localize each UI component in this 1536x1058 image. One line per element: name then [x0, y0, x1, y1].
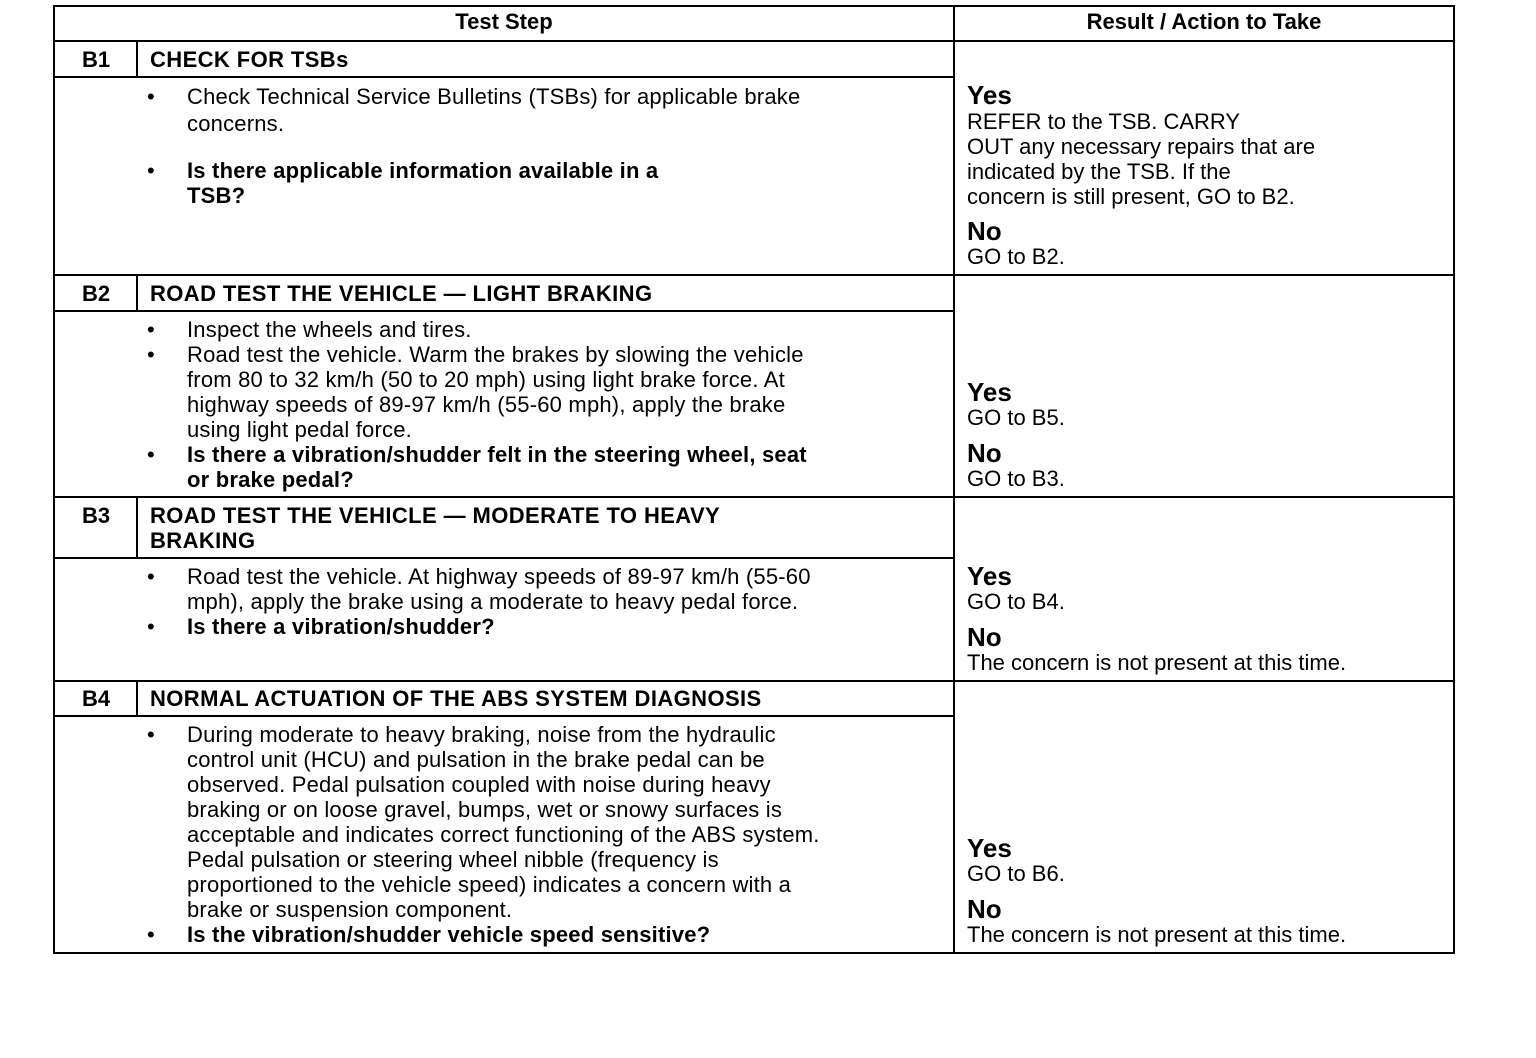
step-text: concerns. [187, 111, 285, 136]
step-title: ROAD TEST THE VEHICLE — MODERATE TO HEAVY [150, 503, 721, 528]
bullet-marker: • [147, 922, 155, 947]
id-divider [136, 274, 138, 311]
bullet-marker: • [147, 158, 155, 183]
step-text: from 80 to 32 km/h (50 to 20 mph) using light brake force. At [187, 367, 785, 392]
no-action: The concern is not present at this time. [967, 922, 1347, 947]
step-text: Inspect the wheels and tires. [187, 317, 472, 342]
step-text: acceptable and indicates correct functioning of the ABS system. [187, 822, 820, 847]
id-divider [136, 496, 138, 558]
title-divider [53, 557, 954, 559]
step-question: TSB? [187, 183, 246, 208]
step-text: proportioned to the vehicle speed) indicates a concern with a [187, 872, 792, 897]
bullet-marker: • [147, 614, 155, 639]
title-divider [53, 76, 954, 78]
step-id: B3 [81, 503, 111, 528]
bullet-marker: • [147, 564, 155, 589]
column-divider [953, 5, 955, 954]
no-label: No [967, 894, 1002, 924]
yes-label: Yes [967, 561, 1012, 591]
header-test-step: Test Step [455, 9, 553, 34]
yes-action: OUT any necessary repairs that are [967, 134, 1316, 159]
step-text: Pedal pulsation or steering wheel nibble (frequency is [187, 847, 719, 872]
step-title: CHECK FOR TSBs [150, 47, 349, 72]
yes-action: concern is still present, GO to B2. [967, 184, 1295, 209]
step-id: B2 [81, 281, 111, 306]
step-text: using light pedal force. [187, 417, 412, 442]
step-text: control unit (HCU) and pulsation in the brake pedal can be [187, 747, 765, 772]
step-text: Road test the vehicle. At highway speeds of 89-97 km/h (55-60 [187, 564, 811, 589]
step-id: B4 [81, 686, 111, 711]
step-text: Road test the vehicle. Warm the brakes by slowing the vehicle [187, 342, 804, 367]
step-question: Is there a vibration/shudder? [187, 614, 495, 639]
step-text: highway speeds of 89-97 km/h (55-60 mph), apply the brake [187, 392, 786, 417]
id-divider [136, 680, 138, 716]
step-text: brake or suspension component. [187, 897, 513, 922]
no-label: No [967, 622, 1002, 652]
no-action: The concern is not present at this time. [967, 650, 1347, 675]
title-divider [53, 310, 954, 312]
yes-action: GO to B5. [967, 405, 1065, 430]
step-title: ROAD TEST THE VEHICLE — LIGHT BRAKING [150, 281, 653, 306]
yes-label: Yes [967, 80, 1012, 110]
step-text: During moderate to heavy braking, noise from the hydraulic [187, 722, 776, 747]
step-divider [53, 274, 1455, 276]
step-title: NORMAL ACTUATION OF THE ABS SYSTEM DIAGNOSIS [150, 686, 762, 711]
header-result-action: Result / Action to Take [1086, 9, 1322, 34]
step-text: braking or on loose gravel, bumps, wet or snowy surfaces is [187, 797, 783, 822]
bullet-marker: • [147, 84, 155, 109]
step-question: Is the vibration/shudder vehicle speed sensitive? [187, 922, 711, 947]
yes-action: GO to B6. [967, 861, 1065, 886]
step-question: Is there a vibration/shudder felt in the steering wheel, seat [187, 442, 807, 467]
step-title: BRAKING [150, 528, 256, 553]
step-text: mph), apply the brake using a moderate to heavy pedal force. [187, 589, 799, 614]
yes-label: Yes [967, 377, 1012, 407]
yes-action: indicated by the TSB. If the [967, 159, 1231, 184]
step-text: Check Technical Service Bulletins (TSBs) for applicable brake [187, 84, 801, 109]
bullet-marker: • [147, 722, 155, 747]
bullet-marker: • [147, 442, 155, 467]
no-action: GO to B3. [967, 466, 1065, 491]
step-text: observed. Pedal pulsation coupled with noise during heavy [187, 772, 771, 797]
no-label: No [967, 438, 1002, 468]
yes-action: GO to B4. [967, 589, 1065, 614]
header-divider [53, 40, 1455, 42]
step-divider [53, 496, 1455, 498]
yes-label: Yes [967, 833, 1012, 863]
bullet-marker: • [147, 317, 155, 342]
step-id: B1 [81, 47, 111, 72]
no-action: GO to B2. [967, 244, 1065, 269]
bullet-marker: • [147, 342, 155, 367]
yes-action: REFER to the TSB. CARRY [967, 109, 1241, 134]
id-divider [136, 40, 138, 77]
no-label: No [967, 216, 1002, 246]
step-question: or brake pedal? [187, 467, 354, 492]
step-divider [53, 680, 1455, 682]
step-question: Is there applicable information available in a [187, 158, 659, 183]
title-divider [53, 715, 954, 717]
